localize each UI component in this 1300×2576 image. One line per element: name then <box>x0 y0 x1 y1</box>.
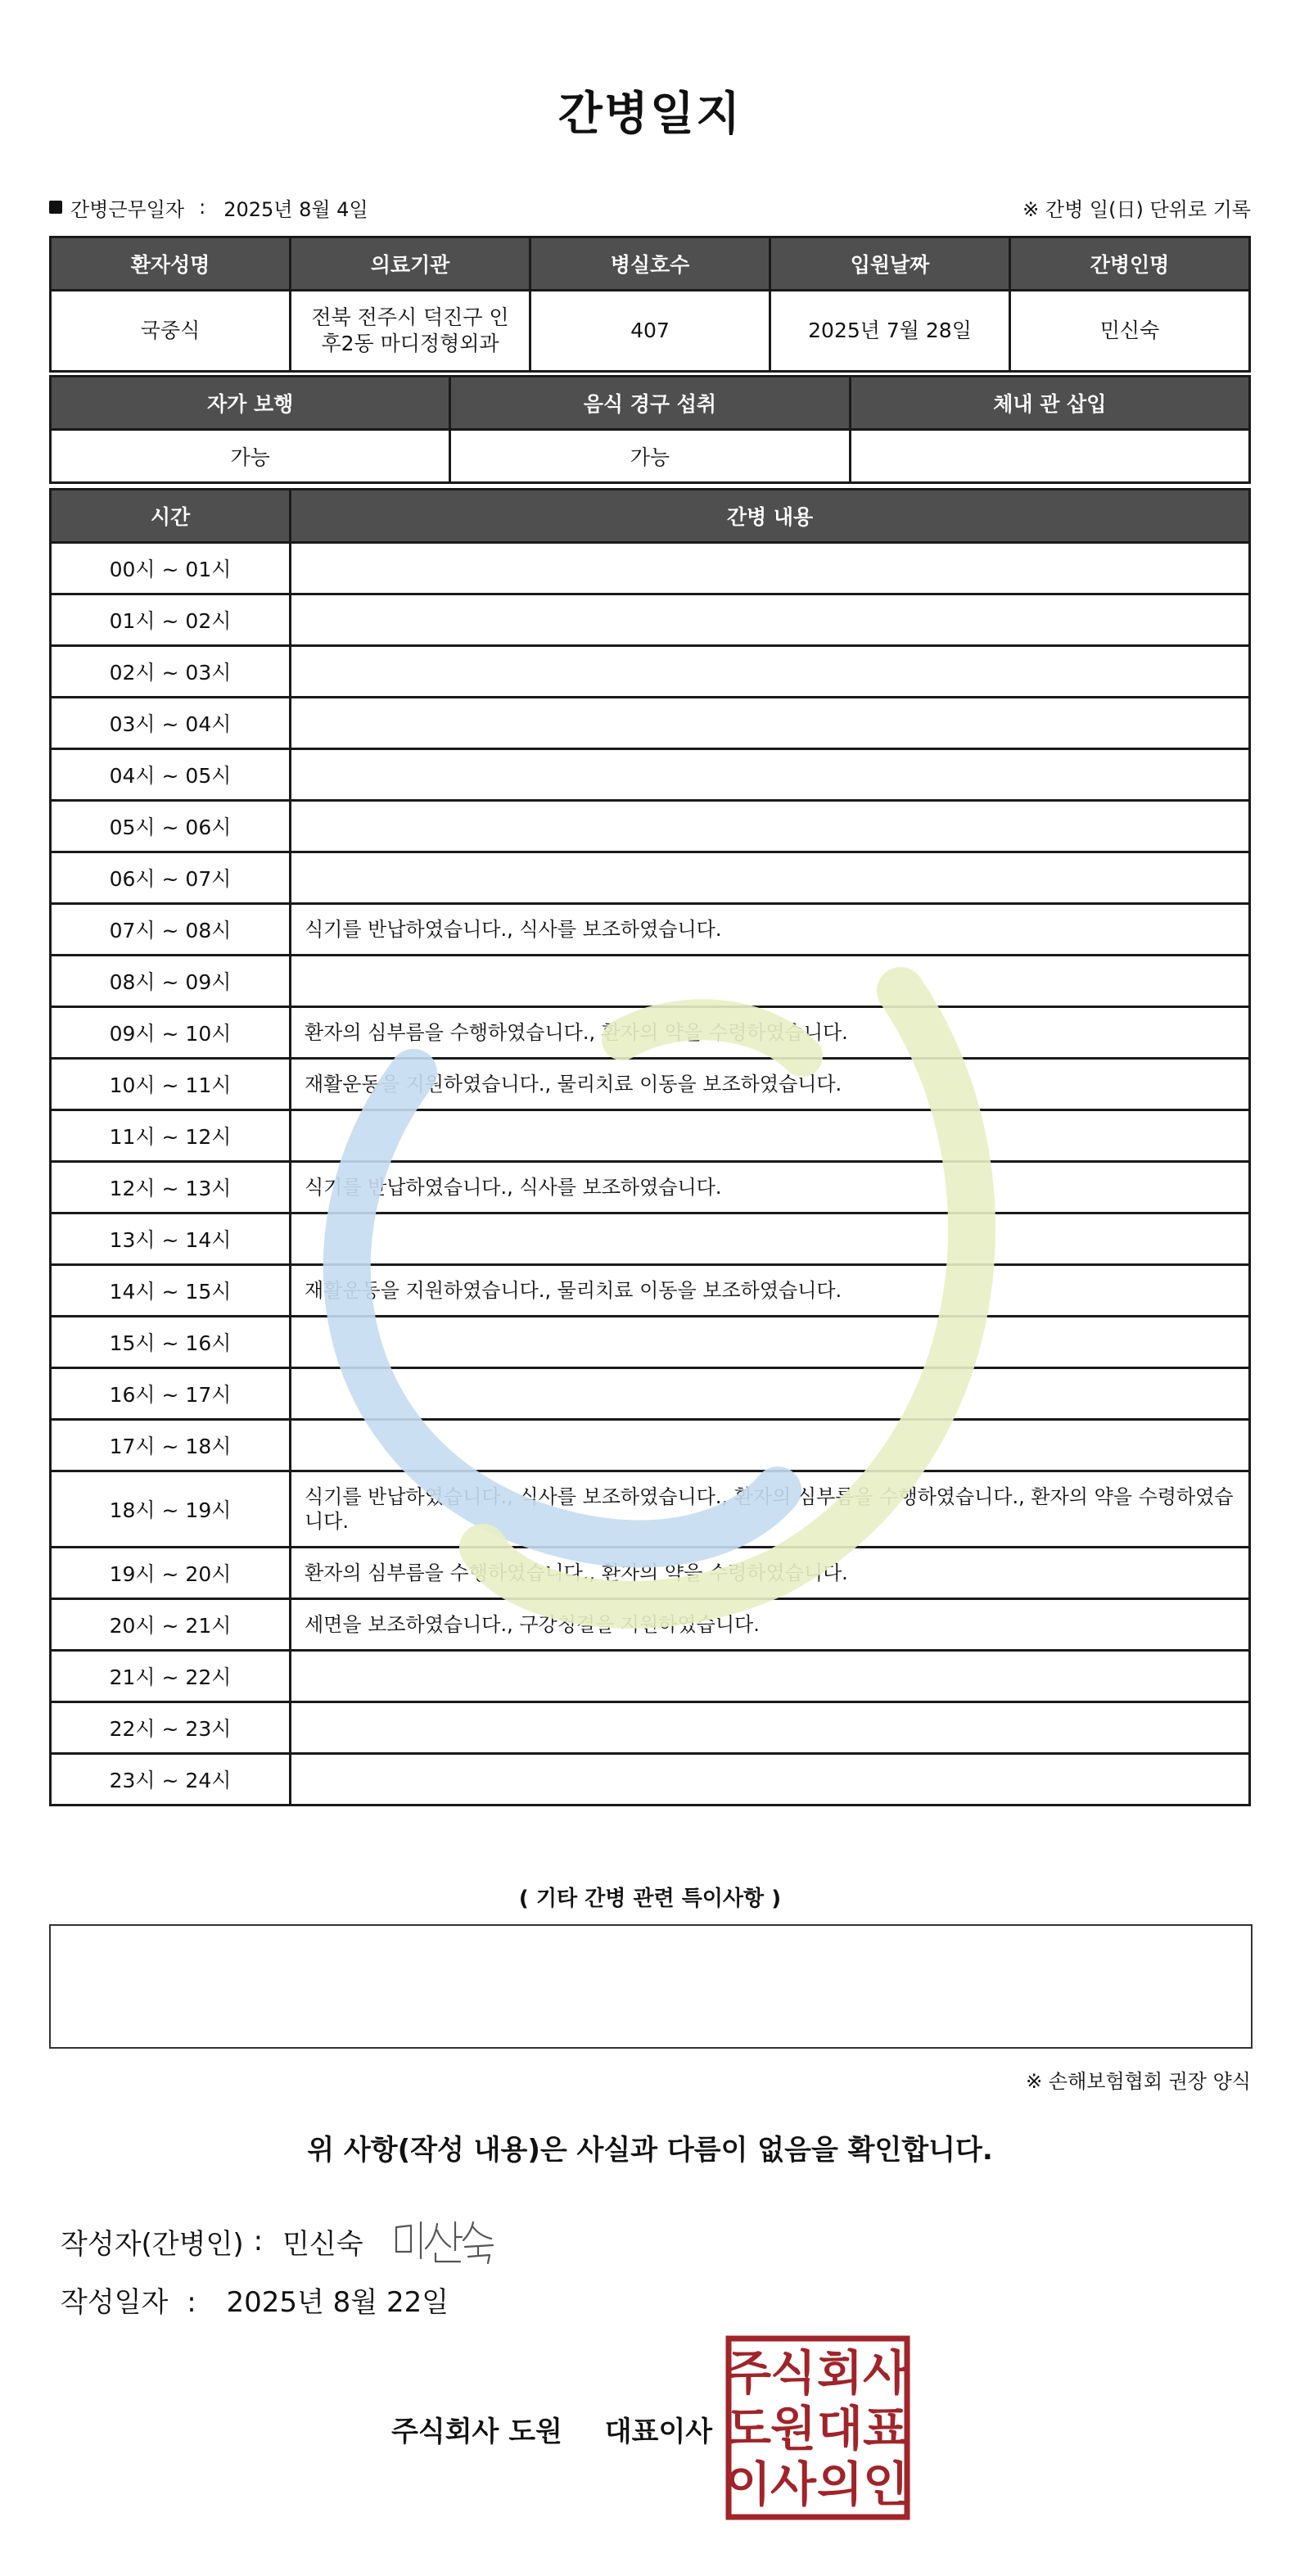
care-log-content: 재활운동을 지원하였습니다., 물리치료 이동을 보조하였습니다. <box>291 1059 1250 1110</box>
record-unit-note: ※ 간병 일(日) 단위로 기록 <box>1022 197 1251 221</box>
care-log-header-row <box>51 490 1250 543</box>
care-log-content <box>291 852 1250 904</box>
seal-character: 대 <box>816 2401 864 2456</box>
care-log-time: 04시 ~ 05시 <box>51 749 291 801</box>
care-log-content <box>291 956 1250 1007</box>
patient-status-value-row <box>51 430 1250 483</box>
header-tube-insertion: 체내 관 삽입 <box>850 377 1249 430</box>
care-log-row <box>51 749 1250 801</box>
handwritten-signature <box>391 2216 498 2266</box>
care-log-time: 10시 ~ 11시 <box>51 1059 291 1110</box>
seal-character: 식 <box>770 2345 817 2401</box>
care-log-content: 재활운동을 지원하였습니다., 물리치료 이동을 보조하였습니다. <box>291 1265 1250 1317</box>
care-log-content <box>291 1702 1250 1754</box>
seal-character: 이 <box>725 2456 772 2512</box>
care-log-row <box>51 1599 1250 1651</box>
work-date-separator: : <box>199 196 206 219</box>
care-log-time: 05시 ~ 06시 <box>51 801 291 852</box>
care-log-content <box>291 1754 1250 1805</box>
care-log-content: 식기를 반납하였습니다., 식사를 보조하였습니다. <box>291 1162 1250 1213</box>
care-log-row <box>51 1548 1250 1599</box>
care-log-content: 환자의 심부름을 수행하였습니다., 환자의 약을 수령하였습니다. <box>291 1548 1250 1599</box>
header-care-content: 간병 내용 <box>291 490 1250 543</box>
care-log-content: 환자의 심부름을 수행하였습니다., 환자의 약을 수령하였습니다. <box>291 1007 1250 1059</box>
care-log-row <box>51 1059 1250 1110</box>
care-log-time: 15시 ~ 16시 <box>51 1317 291 1368</box>
care-log-time: 13시 ~ 14시 <box>51 1213 291 1265</box>
care-log-time: 06시 ~ 07시 <box>51 852 291 904</box>
care-log-content <box>291 1213 1250 1265</box>
care-log-row <box>51 1754 1250 1805</box>
care-log-content <box>291 749 1250 801</box>
company-name: 주식회사 도원 <box>391 2416 562 2448</box>
company-seal-stamp <box>725 2335 910 2520</box>
care-log-row <box>51 698 1250 749</box>
care-log-table <box>49 488 1251 1806</box>
notes-title: ( 기타 간병 관련 특이사항 ) <box>518 1887 782 1911</box>
seal-character: 인 <box>862 2456 910 2512</box>
seal-character: 의 <box>816 2456 864 2512</box>
care-log-row <box>51 1368 1250 1420</box>
care-log-content <box>291 1651 1250 1702</box>
care-log-content <box>291 1110 1250 1162</box>
care-log-content <box>291 646 1250 698</box>
patient-status-header-row <box>51 377 1250 430</box>
self-walking-value: 가능 <box>51 430 450 483</box>
seal-character: 사 <box>770 2456 817 2512</box>
care-log-time: 16시 ~ 17시 <box>51 1368 291 1420</box>
seal-character: 도 <box>725 2401 772 2456</box>
care-log-content <box>291 594 1250 646</box>
patient-info-header-row <box>51 237 1250 291</box>
care-log-row <box>51 1651 1250 1702</box>
care-log-row <box>51 1420 1250 1471</box>
caregiver-name-value: 민신숙 <box>1010 291 1250 372</box>
meta-line <box>49 193 1251 221</box>
care-log-row <box>51 852 1250 904</box>
seal-character: 회 <box>816 2345 864 2401</box>
care-log-time: 11시 ~ 12시 <box>51 1110 291 1162</box>
company-representative-title: 대표이사 <box>604 2416 713 2448</box>
seal-character: 표 <box>862 2401 910 2456</box>
care-log-time: 22시 ~ 23시 <box>51 1702 291 1754</box>
header-room-number: 병실호수 <box>530 237 770 291</box>
source-note: ※ 손해보험협회 권장 양식 <box>1026 2070 1251 2093</box>
care-log-time: 09시 ~ 10시 <box>51 1007 291 1059</box>
care-log-time: 20시 ~ 21시 <box>51 1599 291 1651</box>
tube-insertion-value <box>850 430 1249 483</box>
header-caregiver-name: 간병인명 <box>1010 237 1250 291</box>
care-log-content <box>291 698 1250 749</box>
writer-line <box>61 2216 498 2266</box>
header-oral-intake: 음식 경구 섭취 <box>450 377 850 430</box>
care-log-content: 세면을 보조하였습니다., 구강청결을 지원하였습니다. <box>291 1599 1250 1651</box>
care-log-row <box>51 956 1250 1007</box>
writer-separator: : <box>253 2225 264 2257</box>
writer-name: 민신숙 <box>282 2227 363 2261</box>
care-log-time: 07시 ~ 08시 <box>51 904 291 956</box>
company-line <box>391 2409 712 2449</box>
care-log-time: 19시 ~ 20시 <box>51 1548 291 1599</box>
header-admission-date: 입원날짜 <box>770 237 1010 291</box>
care-log-time: 14시 ~ 15시 <box>51 1265 291 1317</box>
patient-name-value: 국중식 <box>51 291 291 372</box>
confirmation-statement: 위 사항(작성 내용)은 사실과 다름이 없음을 확인합니다. <box>307 2134 993 2167</box>
header-hospital: 의료기관 <box>291 237 530 291</box>
care-log-row <box>51 594 1250 646</box>
room-number-value: 407 <box>530 291 770 372</box>
care-log-row <box>51 1007 1250 1059</box>
care-log-body <box>51 543 1250 1805</box>
written-date-value: 2025년 8월 22일 <box>226 2286 449 2319</box>
care-log-time: 03시 ~ 04시 <box>51 698 291 749</box>
work-date-label: 간병근무일자 <box>70 197 185 221</box>
header-patient-name: 환자성명 <box>51 237 291 291</box>
seal-character: 주 <box>725 2345 772 2401</box>
patient-info-value-row <box>51 291 1250 372</box>
care-log-row <box>51 904 1250 956</box>
care-log-row <box>51 543 1250 594</box>
care-log-time: 18시 ~ 19시 <box>51 1471 291 1548</box>
care-log-content <box>291 1368 1250 1420</box>
header-self-walking: 자가 보행 <box>51 377 450 430</box>
written-date-separator: : <box>187 2286 196 2319</box>
written-date-line <box>61 2280 449 2320</box>
care-log-content: 식기를 반납하였습니다., 식사를 보조하였습니다., 환자의 심부름을 수행하였습니다., 환자의 약을 수령하였습니다. <box>291 1471 1250 1548</box>
notes-box <box>49 1924 1253 2049</box>
page-title: 간병일지 <box>557 88 743 141</box>
care-log-content <box>291 1420 1250 1471</box>
written-date-label: 작성일자 <box>61 2286 169 2319</box>
work-date-group <box>49 193 368 222</box>
patient-status-table <box>49 375 1251 484</box>
patient-info-table <box>49 236 1251 373</box>
care-log-row <box>51 1162 1250 1213</box>
care-log-content <box>291 1317 1250 1368</box>
care-log-time: 12시 ~ 13시 <box>51 1162 291 1213</box>
seal-character: 사 <box>862 2345 910 2401</box>
seal-character: 원 <box>770 2401 817 2456</box>
work-date-value: 2025년 8월 4일 <box>223 197 368 221</box>
care-log-time: 02시 ~ 03시 <box>51 646 291 698</box>
care-log-time: 23시 ~ 24시 <box>51 1754 291 1805</box>
care-log-time: 08시 ~ 09시 <box>51 956 291 1007</box>
header-time: 시간 <box>51 490 291 543</box>
bullet-square-icon <box>49 201 62 214</box>
care-log-content <box>291 543 1250 594</box>
care-log-row <box>51 1317 1250 1368</box>
care-log-row <box>51 1471 1250 1548</box>
oral-intake-value: 가능 <box>450 430 850 483</box>
care-log-time: 00시 ~ 01시 <box>51 543 291 594</box>
care-log-row <box>51 801 1250 852</box>
admission-date-value: 2025년 7월 28일 <box>770 291 1010 372</box>
care-log-row <box>51 646 1250 698</box>
care-log-content: 식기를 반납하였습니다., 식사를 보조하였습니다. <box>291 904 1250 956</box>
seal-characters <box>725 2345 910 2512</box>
care-log-row <box>51 1702 1250 1754</box>
care-log-row <box>51 1265 1250 1317</box>
care-log-content <box>291 801 1250 852</box>
hospital-value: 전북 전주시 덕진구 인후2동 마디정형외과 <box>291 291 530 372</box>
care-log-time: 21시 ~ 22시 <box>51 1651 291 1702</box>
care-log-row <box>51 1110 1250 1162</box>
care-log-time: 17시 ~ 18시 <box>51 1420 291 1471</box>
writer-label: 작성자(간병인) <box>61 2227 244 2261</box>
care-log-row <box>51 1213 1250 1265</box>
care-log-time: 01시 ~ 02시 <box>51 594 291 646</box>
